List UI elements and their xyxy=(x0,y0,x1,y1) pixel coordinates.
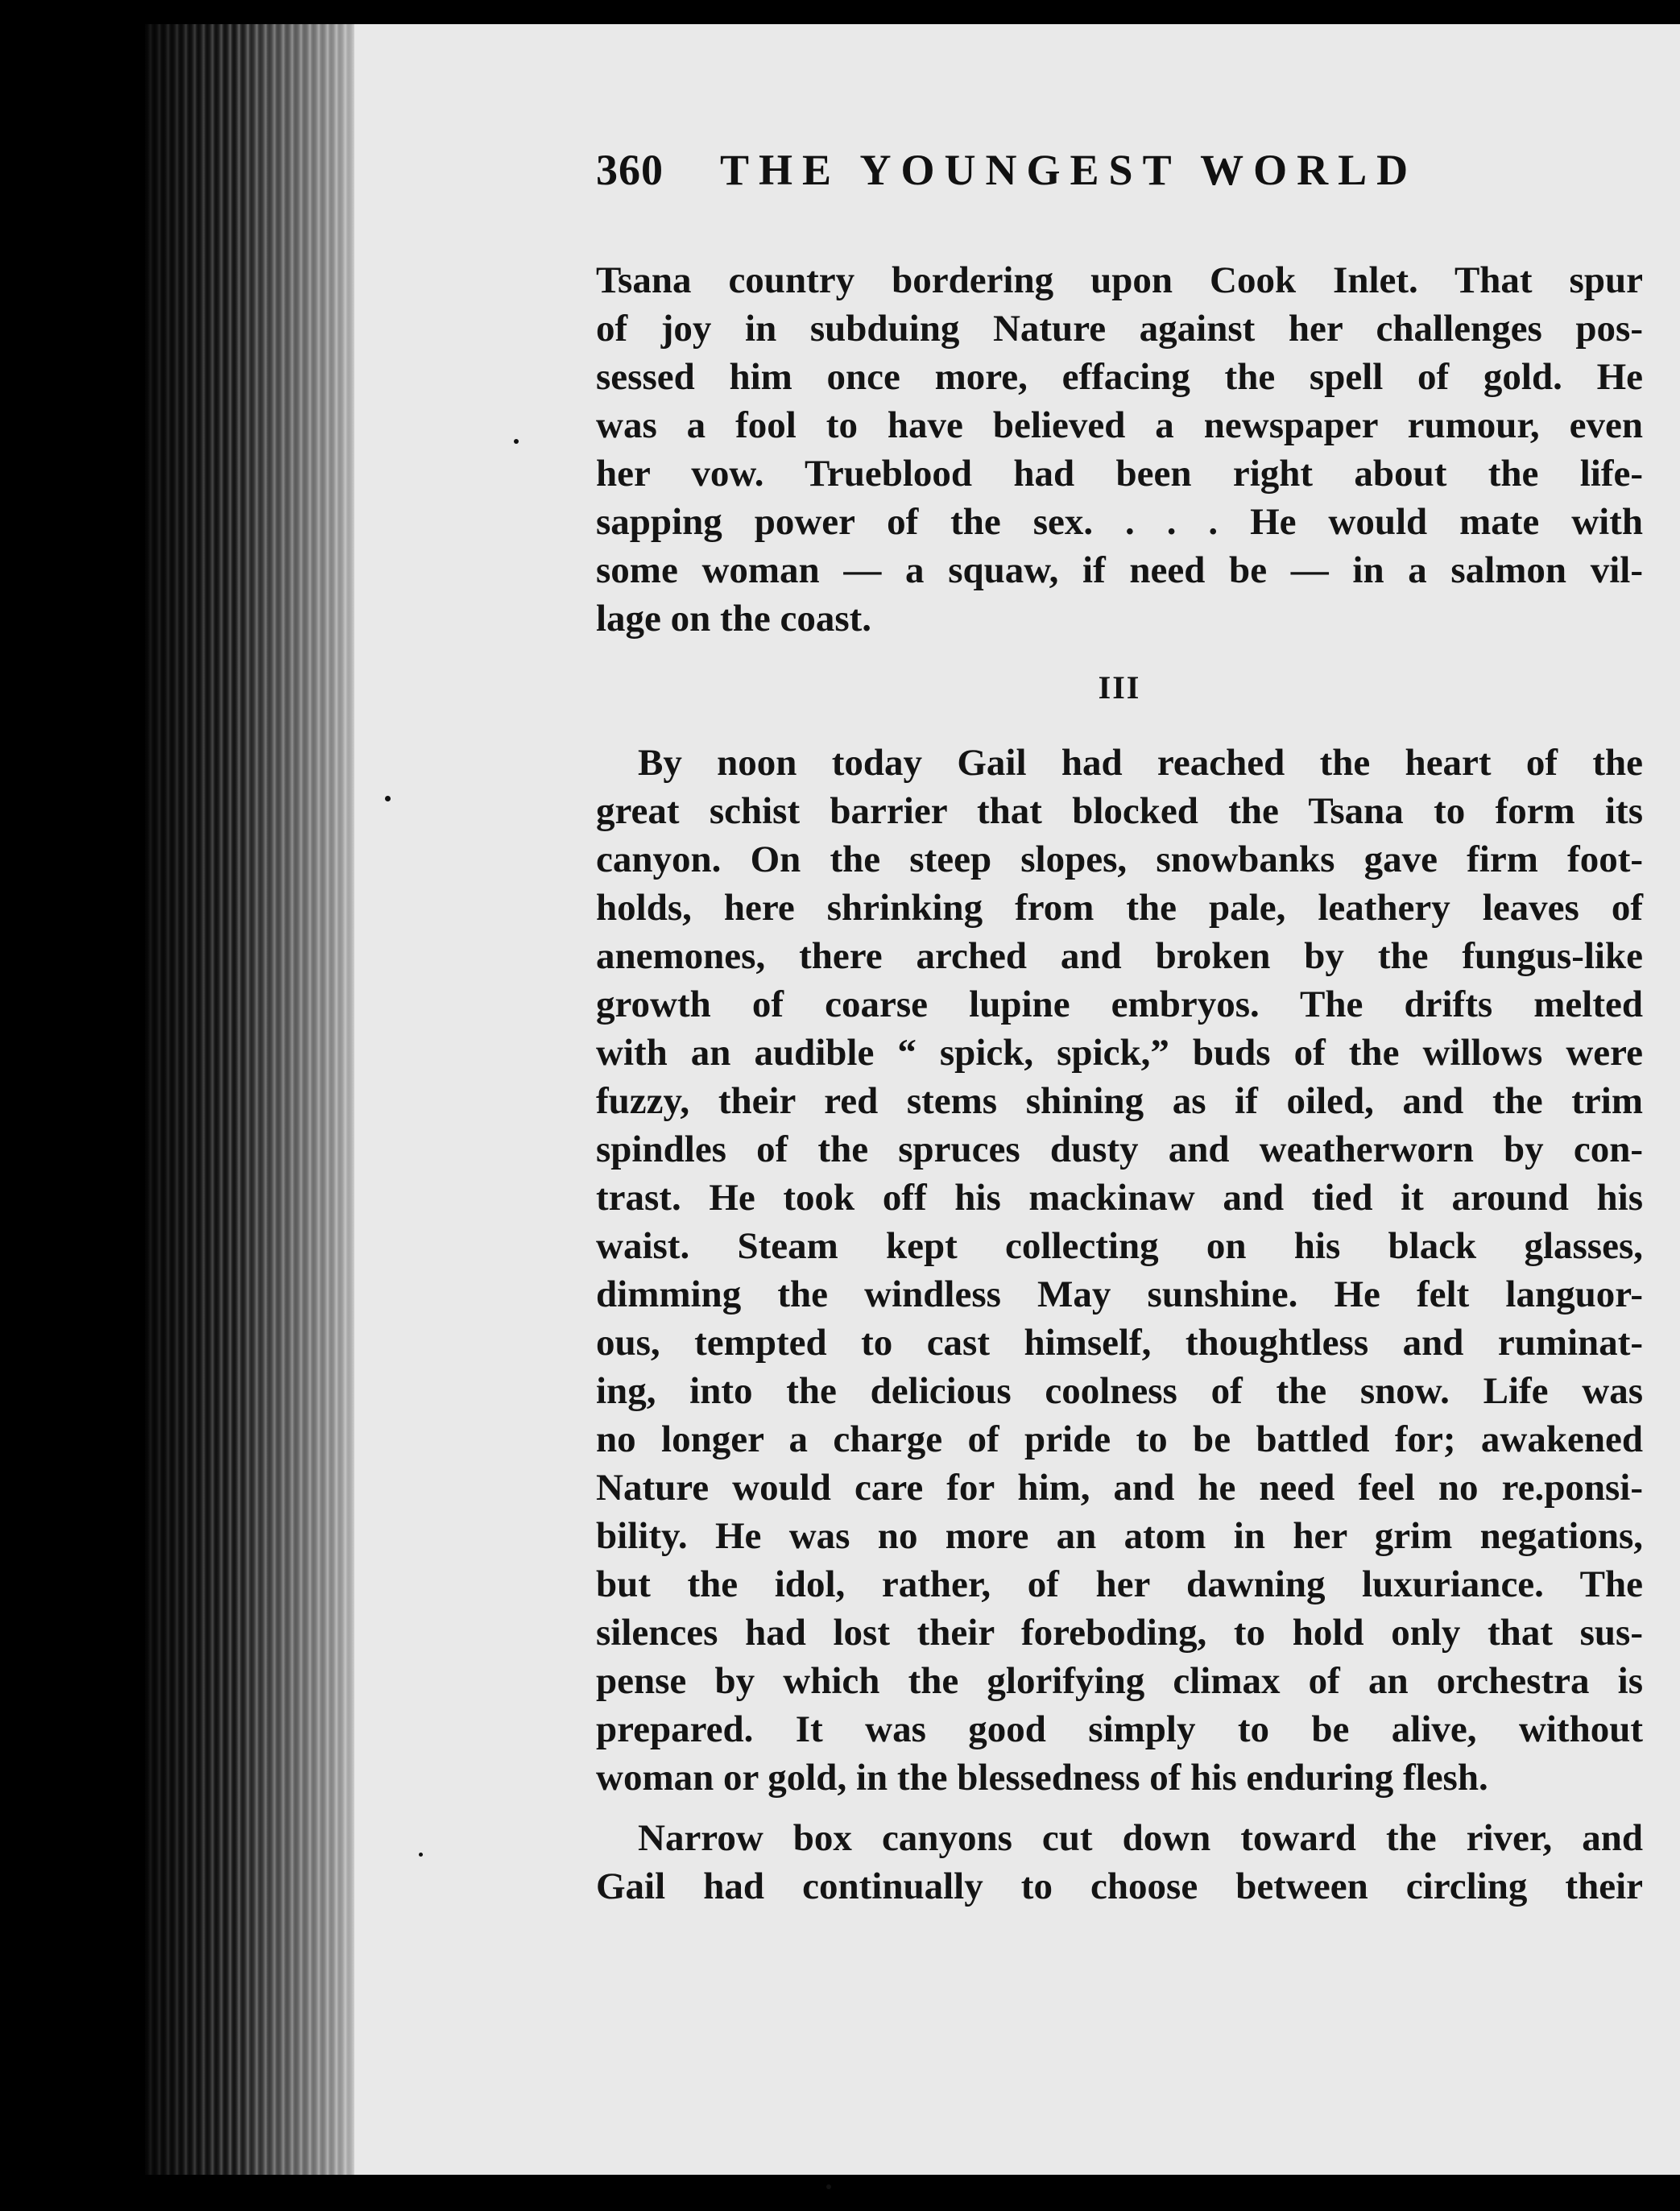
text-line: sessed him once more, effacing the spell of gold. He xyxy=(596,356,1643,398)
text-line: some woman — a squaw, if need be — in a salmon vil- xyxy=(596,549,1643,591)
scan-speck xyxy=(514,439,519,444)
text-line: fuzzy, their red stems shining as if oiled, and the trim xyxy=(596,1080,1643,1122)
book-page-edges xyxy=(145,24,370,2175)
text-line: but the idol, rather, of her dawning luxuriance. The xyxy=(596,1563,1643,1605)
text-line: prepared. It was good simply to be alive, without xyxy=(596,1708,1643,1750)
text-line: with an audible “ spick, spick,” buds of the willows were xyxy=(596,1032,1643,1074)
running-head xyxy=(596,145,1643,195)
paragraph-2 xyxy=(596,739,1643,1802)
text-line: lage on the coast. xyxy=(596,598,872,640)
text-line: silences had lost their foreboding, to hold only that sus- xyxy=(596,1612,1643,1654)
paragraph-3 xyxy=(596,1814,1643,1911)
text-line: no longer a charge of pride to be battled for; awakened xyxy=(596,1418,1643,1460)
book-page xyxy=(354,24,1680,2175)
paragraph-1 xyxy=(596,256,1643,643)
text-line: canyon. On the steep slopes, snowbanks gave firm foot- xyxy=(596,838,1643,880)
scan-speck xyxy=(385,796,391,801)
text-line: growth of coarse lupine embryos. The drifts melted xyxy=(596,983,1643,1025)
text-line: Narrow box canyons cut down toward the river, and xyxy=(638,1817,1643,1859)
text-line: By noon today Gail had reached the heart of the xyxy=(638,742,1643,784)
text-line: spindles of the spruces dusty and weatherworn by con- xyxy=(596,1128,1643,1170)
text-line: Tsana country bordering upon Cook Inlet. That spur xyxy=(596,259,1643,301)
text-line: great schist barrier that blocked the Tsana to form its xyxy=(596,790,1643,832)
text-line: Gail had continually to choose between circling their xyxy=(596,1865,1643,1907)
section-number: III xyxy=(1098,669,1141,706)
scan-speck xyxy=(826,2184,831,2189)
text-line: her vow. Trueblood had been right about the life- xyxy=(596,453,1643,495)
text-line: pense by which the glorifying climax of an orchestra is xyxy=(596,1660,1643,1702)
text-line: was a fool to have believed a newspaper rumour, even xyxy=(596,404,1643,446)
text-line: of joy in subduing Nature against her challenges pos- xyxy=(596,308,1643,350)
text-line: ous, tempted to cast himself, thoughtless and ruminat- xyxy=(596,1322,1643,1364)
text-line: trast. He took off his mackinaw and tied it around his xyxy=(596,1177,1643,1219)
text-line: anemones, there arched and broken by the fungus-like xyxy=(596,935,1643,977)
scan-speck xyxy=(419,1853,423,1857)
text-line: waist. Steam kept collecting on his black glasses, xyxy=(596,1225,1643,1267)
text-line: woman or gold, in the blessedness of his enduring flesh. xyxy=(596,1757,1488,1799)
text-line: bility. He was no more an atom in her grim negations, xyxy=(596,1515,1643,1557)
page-number: 360 xyxy=(596,146,664,194)
text-line: ing, into the delicious coolness of the snow. Life was xyxy=(596,1370,1643,1412)
text-line: dimming the windless May sunshine. He felt languor- xyxy=(596,1273,1643,1315)
text-line: holds, here shrinking from the pale, leathery leaves of xyxy=(596,887,1643,929)
text-line: Nature would care for him, and he need feel no re.ponsi- xyxy=(596,1467,1643,1509)
running-title: THE YOUNGEST WORLD xyxy=(720,146,1418,194)
text-line: sapping power of the sex. . . . He would mate with xyxy=(596,501,1643,543)
